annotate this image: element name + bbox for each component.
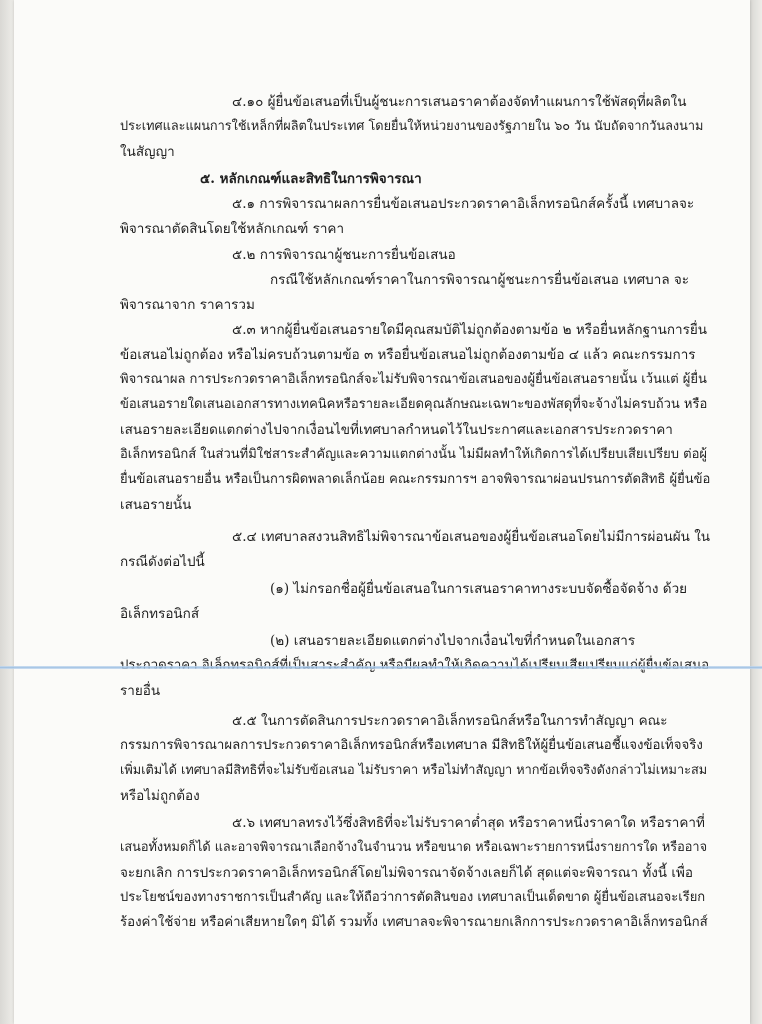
para-5-6-line-4: ประโยชน์ของทางราชการเป็นสำคัญ และให้ถือว่าการตัดสินของ เทศบาลเป็นเด็ดขาด ผู้ยื่นข้อเสนอจะเรียก	[120, 890, 706, 905]
para-5-2-line-2: กรณีใช้หลักเกณฑ์ราคาในการพิจารณาผู้ชนะการยื่นข้อเสนอ เทศบาล จะ	[270, 272, 690, 288]
para-5-3-line-1: ๕.๓ หากผู้ยื่นข้อเสนอรายใดมีคุณสมบัติไม่ถูกต้องตามข้อ ๒ หรือยื่นหลักฐานการยื่น	[232, 322, 707, 338]
para-5-4-line-2: กรณีดังต่อไปนี้	[120, 554, 205, 570]
para-5-2-line-1: ๕.๒ การพิจารณาผู้ชนะการยื่นข้อเสนอ	[232, 247, 456, 263]
para-5-3-line-5: เสนอรายละเอียดแตกต่างไปจากเงื่อนไขที่เทศบาลกำหนดไว้ในประกาศและเอกสารประกวดราคา	[120, 422, 673, 438]
para-5-3-line-3: พิจารณาผล การประกวดราคาอิเล็กทรอนิกส์จะไม่รับพิจารณาข้อเสนอของผู้ยื่นข้อเสนอรายนั้น เว้นแต่ ผู้ยื่น	[120, 372, 707, 387]
para-5-3-line-7: ยื่นข้อเสนอรายอื่น หรือเป็นการผิดพลาดเล็กน้อย คณะกรรมการฯ อาจพิจารณาผ่อนปรนการตัดสิทธิ ผู้ยื่นข้อ	[120, 472, 711, 487]
para-5-1-line-2: พิจารณาตัดสินโดยใช้หลักเกณฑ์ ราคา	[120, 221, 345, 237]
para-5-5-line-2: กรรมการพิจารณาผลการประกวดราคาอิเล็กทรอนิกส์หรือเทศบาล มีสิทธิให้ผู้ยื่นข้อเสนอชี้แจงข้อเท็จจริง	[120, 738, 703, 753]
para-4-10-line-2: ประเทศและแผนการใช้เหล็กที่ผลิตในประเทศ โดยยื่นให้หน่วยงานของรัฐภายใน ๖๐ วัน นับถัดจากวันลงนาม	[120, 119, 704, 134]
para-5-3-line-2: ข้อเสนอไม่ถูกต้อง หรือไม่ครบถ้วนตามข้อ ๓ หรือยื่นข้อเสนอไม่ถูกต้องตามข้อ ๔ แล้ว คณะกรรมการ	[120, 347, 696, 363]
para-5-3-line-6: อิเล็กทรอนิกส์ ในส่วนที่มิใช่สาระสำคัญและความแตกต่างนั้น ไม่มีผลทำให้เกิดการได้เปรียบเสียเปรียบ ต่อผู้	[120, 447, 708, 462]
para-5-5-line-1: ๕.๕ ในการตัดสินการประกวดราคาอิเล็กทรอนิกส์หรือในการทำสัญญา คณะ	[232, 713, 668, 729]
document-page	[14, 0, 750, 1024]
para-5-2-line-3: พิจารณาจาก ราคารวม	[120, 297, 255, 313]
para-5-3-line-8: เสนอรายนั้น	[120, 497, 192, 513]
para-5-4-item-2-line-1: (๒) เสนอรายละเอียดแตกต่างไปจากเงื่อนไขที่กำหนดในเอกสาร	[270, 633, 636, 649]
para-5-6-line-2: เสนอทั้งหมดก็ได้ และอาจพิจารณาเลือกจ้างในจำนวน หรือขนาด หรือเฉพาะรายการหนึ่งรายการใด หรืออาจ	[120, 840, 708, 855]
para-5-6-line-1: ๕.๖ เทศบาลทรงไว้ซึ่งสิทธิที่จะไม่รับราคาต่ำสุด หรือราคาหนึ่งราคาใด หรือราคาที่	[232, 815, 705, 831]
para-5-4-line-1: ๕.๔ เทศบาลสงวนสิทธิไม่พิจารณาข้อเสนอของผู้ยื่นข้อเสนอโดยไม่มีการผ่อนผัน ใน	[232, 529, 711, 545]
right-scan-edge	[750, 0, 762, 1024]
para-5-4-item-1-line-2: อิเล็กทรอนิกส์	[120, 606, 200, 622]
para-5-1-line-1: ๕.๑ การพิจารณาผลการยื่นข้อเสนอประกวดราคาอิเล็กทรอนิกส์ครั้งนี้ เทศบาลจะ	[232, 196, 695, 212]
para-5-4-item-1-line-1: (๑) ไม่กรอกชื่อผู้ยื่นข้อเสนอในการเสนอราคาทางระบบจัดซื้อจัดจ้าง ด้วย	[270, 581, 688, 597]
para-5-3-line-4: ข้อเสนอรายใดเสนอเอกสารทางเทคนิคหรือรายละเอียดคุณลักษณะเฉพาะของพัสดุที่จะจ้างไม่ครบถ้วน หรือ	[120, 397, 708, 412]
scan-seam-line	[0, 666, 762, 669]
section-5-heading: ๕. หลักเกณฑ์และสิทธิในการพิจารณา	[200, 171, 422, 187]
para-5-6-line-5: ร้องค่าใช้จ่าย หรือค่าเสียหายใดๆ มิได้ รวมทั้ง เทศบาลจะพิจารณายกเลิกการประกวดราคาอิเล็กทรอนิกส์	[120, 915, 708, 930]
para-5-5-line-4: หรือไม่ถูกต้อง	[120, 788, 200, 804]
para-4-10-line-3: ในสัญญา	[120, 144, 175, 160]
left-scan-edge	[0, 0, 14, 1024]
para-5-4-item-2-line-3: รายอื่น	[120, 683, 161, 699]
para-5-5-line-3: เพิ่มเติมได้ เทศบาลมีสิทธิที่จะไม่รับข้อเสนอ ไม่รับราคา หรือไม่ทำสัญญา หากข้อเท็จจริงดังกล่าวไม่เหมาะสม	[120, 763, 708, 778]
para-5-6-line-3: จะยกเลิก การประกวดราคาอิเล็กทรอนิกส์โดยไม่พิจารณาจัดจ้างเลยก็ได้ สุดแต่จะพิจารณา ทั้งนี้ เพื่อ	[120, 865, 693, 881]
para-4-10-line-1: ๔.๑๐ ผู้ยื่นข้อเสนอที่เป็นผู้ชนะการเสนอราคาต้องจัดทำแผนการใช้พัสดุที่ผลิตใน	[232, 94, 687, 110]
